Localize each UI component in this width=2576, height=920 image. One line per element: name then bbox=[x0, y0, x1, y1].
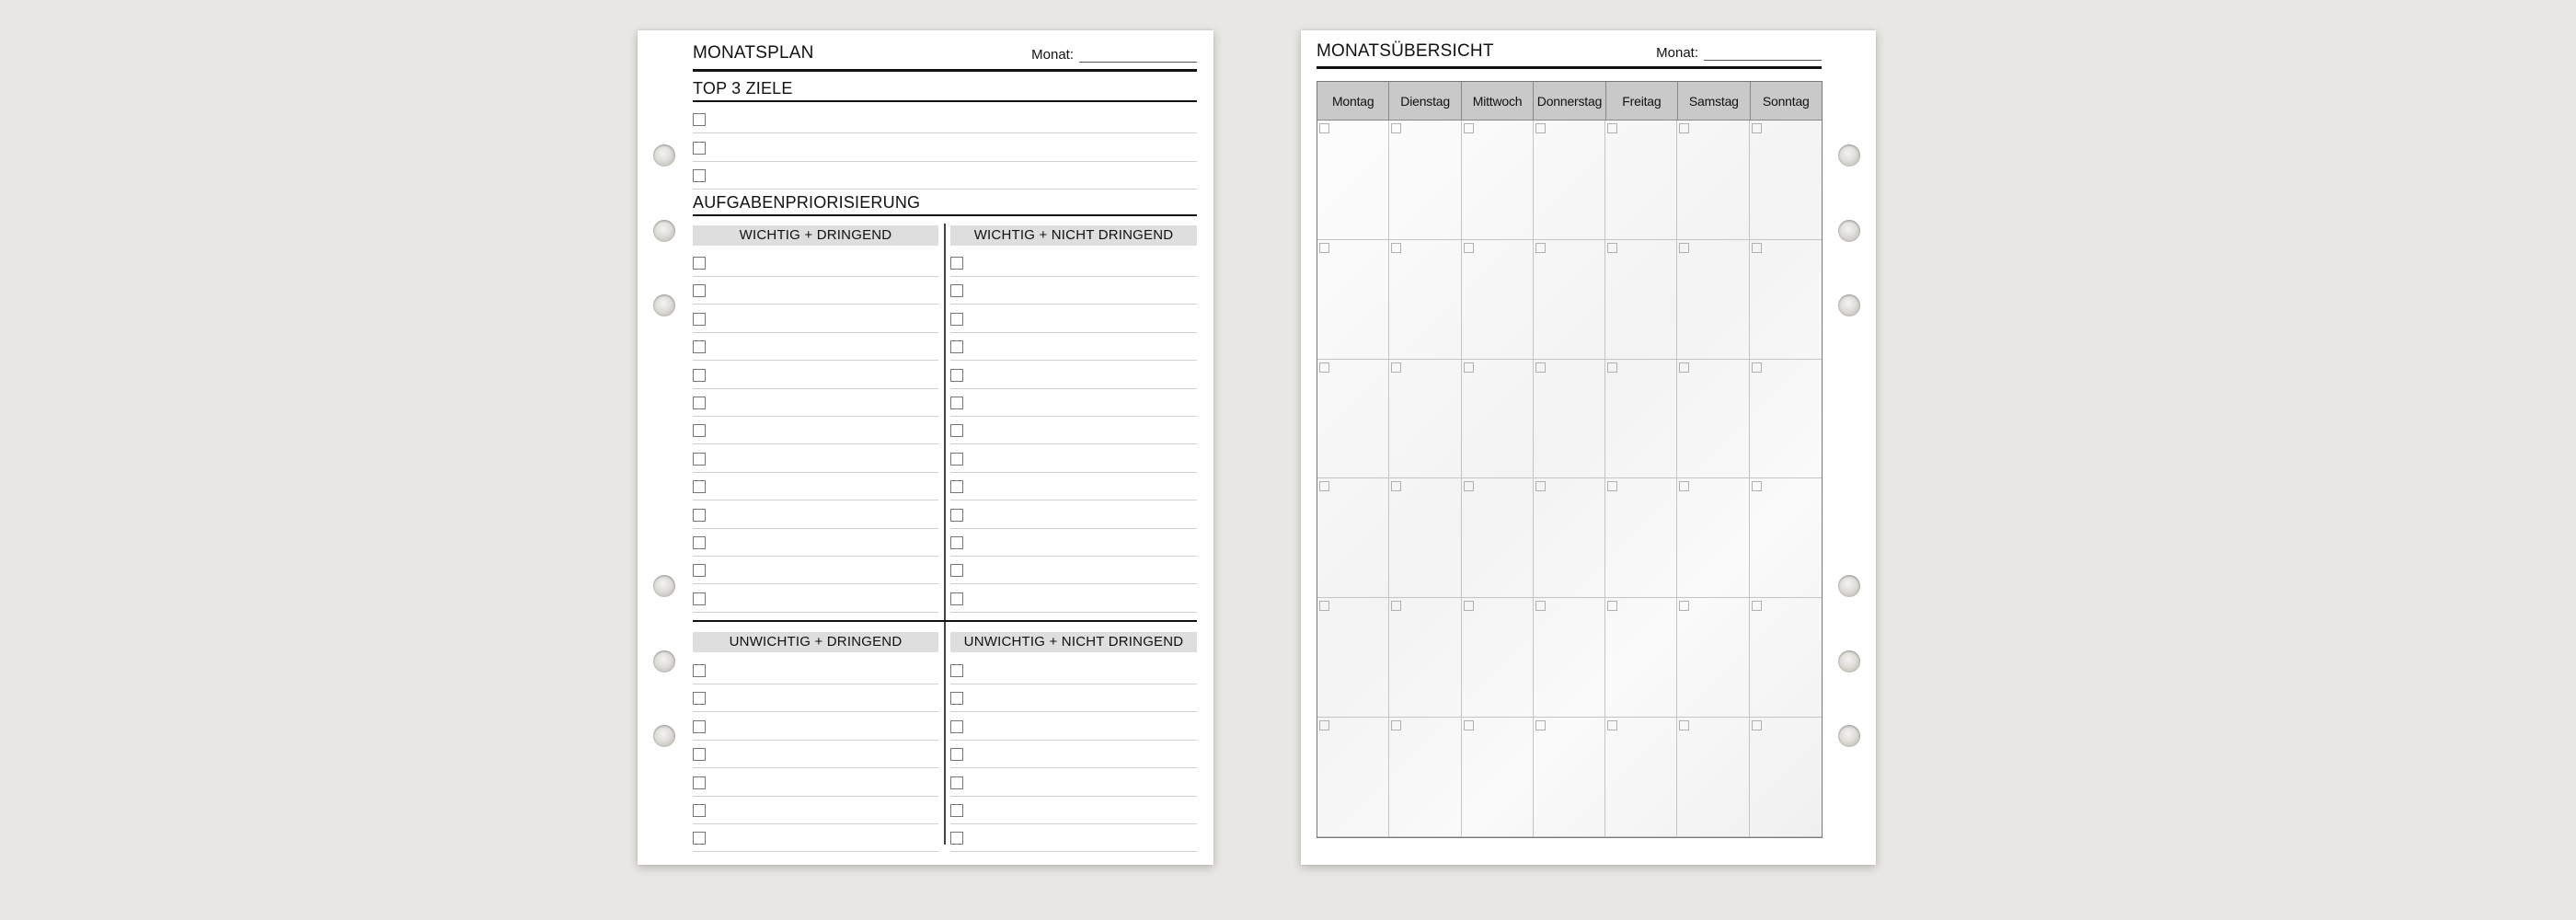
task-row[interactable] bbox=[693, 585, 938, 613]
checkbox[interactable] bbox=[950, 284, 963, 297]
task-row[interactable] bbox=[693, 557, 938, 584]
day-number-box[interactable] bbox=[1752, 362, 1762, 373]
page-title: MONATSPLAN bbox=[693, 43, 814, 63]
calendar-day-cell[interactable] bbox=[1605, 240, 1677, 360]
task-row[interactable] bbox=[950, 445, 1197, 473]
calendar-day-cell[interactable] bbox=[1677, 478, 1749, 598]
calendar-day-cell[interactable] bbox=[1317, 240, 1389, 360]
weekday-header: Mittwoch bbox=[1462, 82, 1534, 121]
task-row[interactable] bbox=[693, 445, 938, 473]
day-number-box[interactable] bbox=[1535, 243, 1546, 253]
calendar-day-cell[interactable] bbox=[1534, 478, 1605, 598]
checkbox[interactable] bbox=[950, 748, 963, 761]
quadrant-vertical-divider bbox=[944, 224, 946, 845]
task-row[interactable] bbox=[950, 277, 1197, 305]
calendar-day-cell[interactable] bbox=[1750, 240, 1822, 360]
checkbox[interactable] bbox=[950, 369, 963, 382]
quadrant-header: UNWICHTIG + DRINGEND bbox=[693, 632, 938, 652]
prioritization-title: AUFGABENPRIORISIERUNG bbox=[693, 193, 921, 212]
checkbox[interactable] bbox=[693, 564, 706, 577]
punch-hole bbox=[1838, 220, 1860, 242]
day-number-box[interactable] bbox=[1391, 601, 1401, 611]
task-row[interactable] bbox=[693, 741, 938, 768]
checkbox[interactable] bbox=[693, 313, 706, 326]
task-row[interactable] bbox=[950, 473, 1197, 500]
checkbox[interactable] bbox=[950, 536, 963, 549]
goals-title: TOP 3 ZIELE bbox=[693, 79, 793, 98]
checkbox[interactable] bbox=[693, 113, 706, 126]
month-blank-line[interactable] bbox=[1079, 51, 1197, 63]
task-row[interactable] bbox=[950, 249, 1197, 277]
punch-hole bbox=[653, 650, 675, 673]
calendar-day-cell[interactable] bbox=[1605, 360, 1677, 479]
quadrant-header: WICHTIG + DRINGEND bbox=[693, 225, 938, 246]
calendar-day-cell[interactable] bbox=[1750, 360, 1822, 479]
checkbox[interactable] bbox=[950, 564, 963, 577]
day-number-box[interactable] bbox=[1391, 123, 1401, 133]
calendar-day-cell[interactable] bbox=[1677, 360, 1749, 479]
checkbox[interactable] bbox=[693, 169, 706, 182]
task-row[interactable] bbox=[693, 362, 938, 389]
sheet-header bbox=[693, 40, 1197, 67]
calendar-day-cell[interactable] bbox=[1750, 121, 1822, 240]
task-row[interactable] bbox=[693, 713, 938, 741]
month-calendar-grid bbox=[1317, 81, 1823, 838]
day-number-box[interactable] bbox=[1679, 601, 1689, 611]
calendar-day-cell[interactable] bbox=[1534, 240, 1605, 360]
checkbox[interactable] bbox=[950, 776, 963, 789]
calendar-day-cell[interactable] bbox=[1317, 121, 1389, 240]
day-number-box[interactable] bbox=[1535, 720, 1546, 730]
prioritization-rule bbox=[693, 214, 1197, 216]
punch-hole bbox=[1838, 294, 1860, 316]
calendar-day-cell[interactable] bbox=[1462, 478, 1534, 598]
calendar-day-cell[interactable] bbox=[1750, 718, 1822, 837]
quadrant-header: UNWICHTIG + NICHT DRINGEND bbox=[950, 632, 1197, 652]
calendar-day-cell[interactable] bbox=[1534, 718, 1605, 837]
month-blank-line[interactable] bbox=[1704, 49, 1822, 61]
day-number-box[interactable] bbox=[1391, 362, 1401, 373]
checkbox[interactable] bbox=[693, 748, 706, 761]
checkbox[interactable] bbox=[693, 509, 706, 522]
punch-hole bbox=[1838, 650, 1860, 673]
calendar-day-cell[interactable] bbox=[1317, 718, 1389, 837]
calendar-day-cell[interactable] bbox=[1462, 121, 1534, 240]
calendar-day-cell[interactable] bbox=[1317, 478, 1389, 598]
checkbox[interactable] bbox=[693, 592, 706, 605]
task-row[interactable] bbox=[950, 741, 1197, 768]
day-number-box[interactable] bbox=[1319, 362, 1329, 373]
checkbox[interactable] bbox=[693, 397, 706, 409]
day-number-box[interactable] bbox=[1607, 243, 1617, 253]
day-number-box[interactable] bbox=[1535, 362, 1546, 373]
task-row[interactable] bbox=[950, 333, 1197, 361]
month-field[interactable] bbox=[1031, 47, 1197, 63]
task-row[interactable] bbox=[693, 769, 938, 797]
calendar-day-cell[interactable] bbox=[1677, 240, 1749, 360]
goal-row[interactable] bbox=[693, 134, 1197, 162]
task-row[interactable] bbox=[693, 277, 938, 305]
day-number-box[interactable] bbox=[1464, 601, 1474, 611]
task-row[interactable] bbox=[950, 585, 1197, 613]
weekday-header: Montag bbox=[1317, 82, 1389, 121]
weekday-header: Donnerstag bbox=[1534, 82, 1605, 121]
task-row[interactable] bbox=[950, 305, 1197, 333]
checkbox[interactable] bbox=[693, 284, 706, 297]
calendar-days bbox=[1317, 121, 1822, 837]
day-number-box[interactable] bbox=[1607, 123, 1617, 133]
page-title: MONATSÜBERSICHT bbox=[1317, 41, 1494, 61]
day-number-box[interactable] bbox=[1464, 481, 1474, 491]
day-number-box[interactable] bbox=[1535, 123, 1546, 133]
task-row[interactable] bbox=[950, 824, 1197, 852]
calendar-day-cell[interactable] bbox=[1605, 718, 1677, 837]
day-number-box[interactable] bbox=[1679, 481, 1689, 491]
calendar-day-cell[interactable] bbox=[1677, 598, 1749, 718]
checkbox[interactable] bbox=[950, 453, 963, 466]
day-number-box[interactable] bbox=[1464, 720, 1474, 730]
task-row[interactable] bbox=[950, 657, 1197, 684]
day-number-box[interactable] bbox=[1319, 601, 1329, 611]
task-row[interactable] bbox=[693, 249, 938, 277]
day-number-box[interactable] bbox=[1535, 601, 1546, 611]
checkbox[interactable] bbox=[693, 453, 706, 466]
day-number-box[interactable] bbox=[1752, 123, 1762, 133]
day-number-box[interactable] bbox=[1319, 481, 1329, 491]
task-row[interactable] bbox=[950, 417, 1197, 444]
day-number-box[interactable] bbox=[1679, 123, 1689, 133]
calendar-day-cell[interactable] bbox=[1750, 478, 1822, 598]
day-number-box[interactable] bbox=[1607, 601, 1617, 611]
month-label: Monat: bbox=[1656, 45, 1698, 61]
calendar-day-cell[interactable] bbox=[1462, 360, 1534, 479]
quadrant-header: WICHTIG + NICHT DRINGEND bbox=[950, 225, 1197, 246]
calendar-day-cell[interactable] bbox=[1389, 718, 1461, 837]
goal-row[interactable] bbox=[693, 106, 1197, 133]
day-number-box[interactable] bbox=[1464, 362, 1474, 373]
punch-hole bbox=[653, 294, 675, 316]
header-rule bbox=[693, 69, 1197, 72]
task-row[interactable] bbox=[950, 769, 1197, 797]
day-number-box[interactable] bbox=[1607, 362, 1617, 373]
day-number-box[interactable] bbox=[1319, 720, 1329, 730]
calendar-day-cell[interactable] bbox=[1389, 240, 1461, 360]
punch-hole bbox=[653, 220, 675, 242]
day-number-box[interactable] bbox=[1679, 362, 1689, 373]
day-number-box[interactable] bbox=[1679, 720, 1689, 730]
checkbox[interactable] bbox=[693, 664, 706, 677]
checkbox[interactable] bbox=[693, 832, 706, 845]
checkbox[interactable] bbox=[693, 424, 706, 437]
day-number-box[interactable] bbox=[1464, 243, 1474, 253]
task-row[interactable] bbox=[693, 389, 938, 417]
day-number-box[interactable] bbox=[1607, 720, 1617, 730]
calendar-day-cell[interactable] bbox=[1462, 718, 1534, 837]
calendar-day-cell[interactable] bbox=[1462, 240, 1534, 360]
day-number-box[interactable] bbox=[1679, 243, 1689, 253]
checkbox[interactable] bbox=[950, 664, 963, 677]
task-row[interactable] bbox=[950, 501, 1197, 529]
punch-hole bbox=[1838, 725, 1860, 747]
day-number-box[interactable] bbox=[1391, 243, 1401, 253]
task-row[interactable] bbox=[950, 557, 1197, 584]
day-number-box[interactable] bbox=[1319, 123, 1329, 133]
task-row[interactable] bbox=[693, 684, 938, 712]
checkbox[interactable] bbox=[693, 340, 706, 353]
quadrant-horizontal-divider bbox=[693, 620, 1197, 622]
goal-row[interactable] bbox=[693, 162, 1197, 190]
checkbox[interactable] bbox=[693, 142, 706, 155]
task-row[interactable] bbox=[950, 713, 1197, 741]
calendar-day-cell[interactable] bbox=[1534, 598, 1605, 718]
day-number-box[interactable] bbox=[1607, 481, 1617, 491]
checkbox[interactable] bbox=[693, 692, 706, 705]
checkbox[interactable] bbox=[950, 397, 963, 409]
calendar-day-cell[interactable] bbox=[1534, 121, 1605, 240]
task-row[interactable] bbox=[693, 305, 938, 333]
checkbox[interactable] bbox=[693, 369, 706, 382]
calendar-day-cell[interactable] bbox=[1534, 360, 1605, 479]
weekday-header: Sonntag bbox=[1751, 82, 1822, 121]
checkbox[interactable] bbox=[950, 832, 963, 845]
day-number-box[interactable] bbox=[1319, 243, 1329, 253]
calendar-day-cell[interactable] bbox=[1389, 478, 1461, 598]
checkbox[interactable] bbox=[950, 804, 963, 817]
weekday-header-row bbox=[1317, 82, 1822, 121]
punch-hole bbox=[1838, 144, 1860, 167]
checkbox[interactable] bbox=[950, 480, 963, 493]
calendar-day-cell[interactable] bbox=[1677, 718, 1749, 837]
task-row[interactable] bbox=[693, 473, 938, 500]
calendar-day-cell[interactable] bbox=[1605, 598, 1677, 718]
checkbox[interactable] bbox=[950, 592, 963, 605]
calendar-day-cell[interactable] bbox=[1677, 121, 1749, 240]
checkbox[interactable] bbox=[950, 257, 963, 270]
task-row[interactable] bbox=[950, 529, 1197, 557]
calendar-day-cell[interactable] bbox=[1317, 360, 1389, 479]
day-number-box[interactable] bbox=[1752, 720, 1762, 730]
task-row[interactable] bbox=[693, 333, 938, 361]
day-number-box[interactable] bbox=[1752, 243, 1762, 253]
day-number-box[interactable] bbox=[1464, 123, 1474, 133]
goals-rule bbox=[693, 100, 1197, 102]
task-row[interactable] bbox=[950, 389, 1197, 417]
day-number-box[interactable] bbox=[1535, 481, 1546, 491]
task-row[interactable] bbox=[950, 797, 1197, 824]
day-number-box[interactable] bbox=[1391, 720, 1401, 730]
task-row[interactable] bbox=[693, 824, 938, 852]
checkbox[interactable] bbox=[950, 424, 963, 437]
checkbox[interactable] bbox=[950, 692, 963, 705]
weekday-header: Freitag bbox=[1606, 82, 1678, 121]
task-row[interactable] bbox=[693, 657, 938, 684]
day-number-box[interactable] bbox=[1752, 601, 1762, 611]
weekday-header: Dienstag bbox=[1389, 82, 1461, 121]
calendar-day-cell[interactable] bbox=[1389, 598, 1461, 718]
task-row[interactable] bbox=[950, 684, 1197, 712]
checkbox[interactable] bbox=[950, 313, 963, 326]
month-label: Monat: bbox=[1031, 47, 1074, 63]
checkbox[interactable] bbox=[693, 804, 706, 817]
calendar-day-cell[interactable] bbox=[1750, 598, 1822, 718]
calendar-day-cell[interactable] bbox=[1605, 478, 1677, 598]
day-number-box[interactable] bbox=[1752, 481, 1762, 491]
calendar-day-cell[interactable] bbox=[1462, 598, 1534, 718]
checkbox[interactable] bbox=[950, 340, 963, 353]
header-rule bbox=[1317, 66, 1822, 69]
task-row[interactable] bbox=[693, 797, 938, 824]
month-field[interactable] bbox=[1656, 45, 1822, 61]
checkbox[interactable] bbox=[693, 536, 706, 549]
punch-hole bbox=[1838, 575, 1860, 597]
checkbox[interactable] bbox=[950, 509, 963, 522]
task-row[interactable] bbox=[693, 417, 938, 444]
task-row[interactable] bbox=[693, 501, 938, 529]
punch-hole bbox=[653, 575, 675, 597]
task-row[interactable] bbox=[693, 529, 938, 557]
calendar-day-cell[interactable] bbox=[1605, 121, 1677, 240]
checkbox[interactable] bbox=[693, 257, 706, 270]
monthly-plan-sheet bbox=[638, 30, 1213, 865]
checkbox[interactable] bbox=[950, 720, 963, 733]
checkbox[interactable] bbox=[693, 776, 706, 789]
day-number-box[interactable] bbox=[1391, 481, 1401, 491]
calendar-day-cell[interactable] bbox=[1317, 598, 1389, 718]
task-row[interactable] bbox=[950, 362, 1197, 389]
punch-hole bbox=[653, 144, 675, 167]
weekday-header: Samstag bbox=[1678, 82, 1750, 121]
punch-hole bbox=[653, 725, 675, 747]
calendar-day-cell[interactable] bbox=[1389, 121, 1461, 240]
calendar-day-cell[interactable] bbox=[1389, 360, 1461, 479]
sheet-header bbox=[1317, 38, 1822, 65]
checkbox[interactable] bbox=[693, 720, 706, 733]
checkbox[interactable] bbox=[693, 480, 706, 493]
